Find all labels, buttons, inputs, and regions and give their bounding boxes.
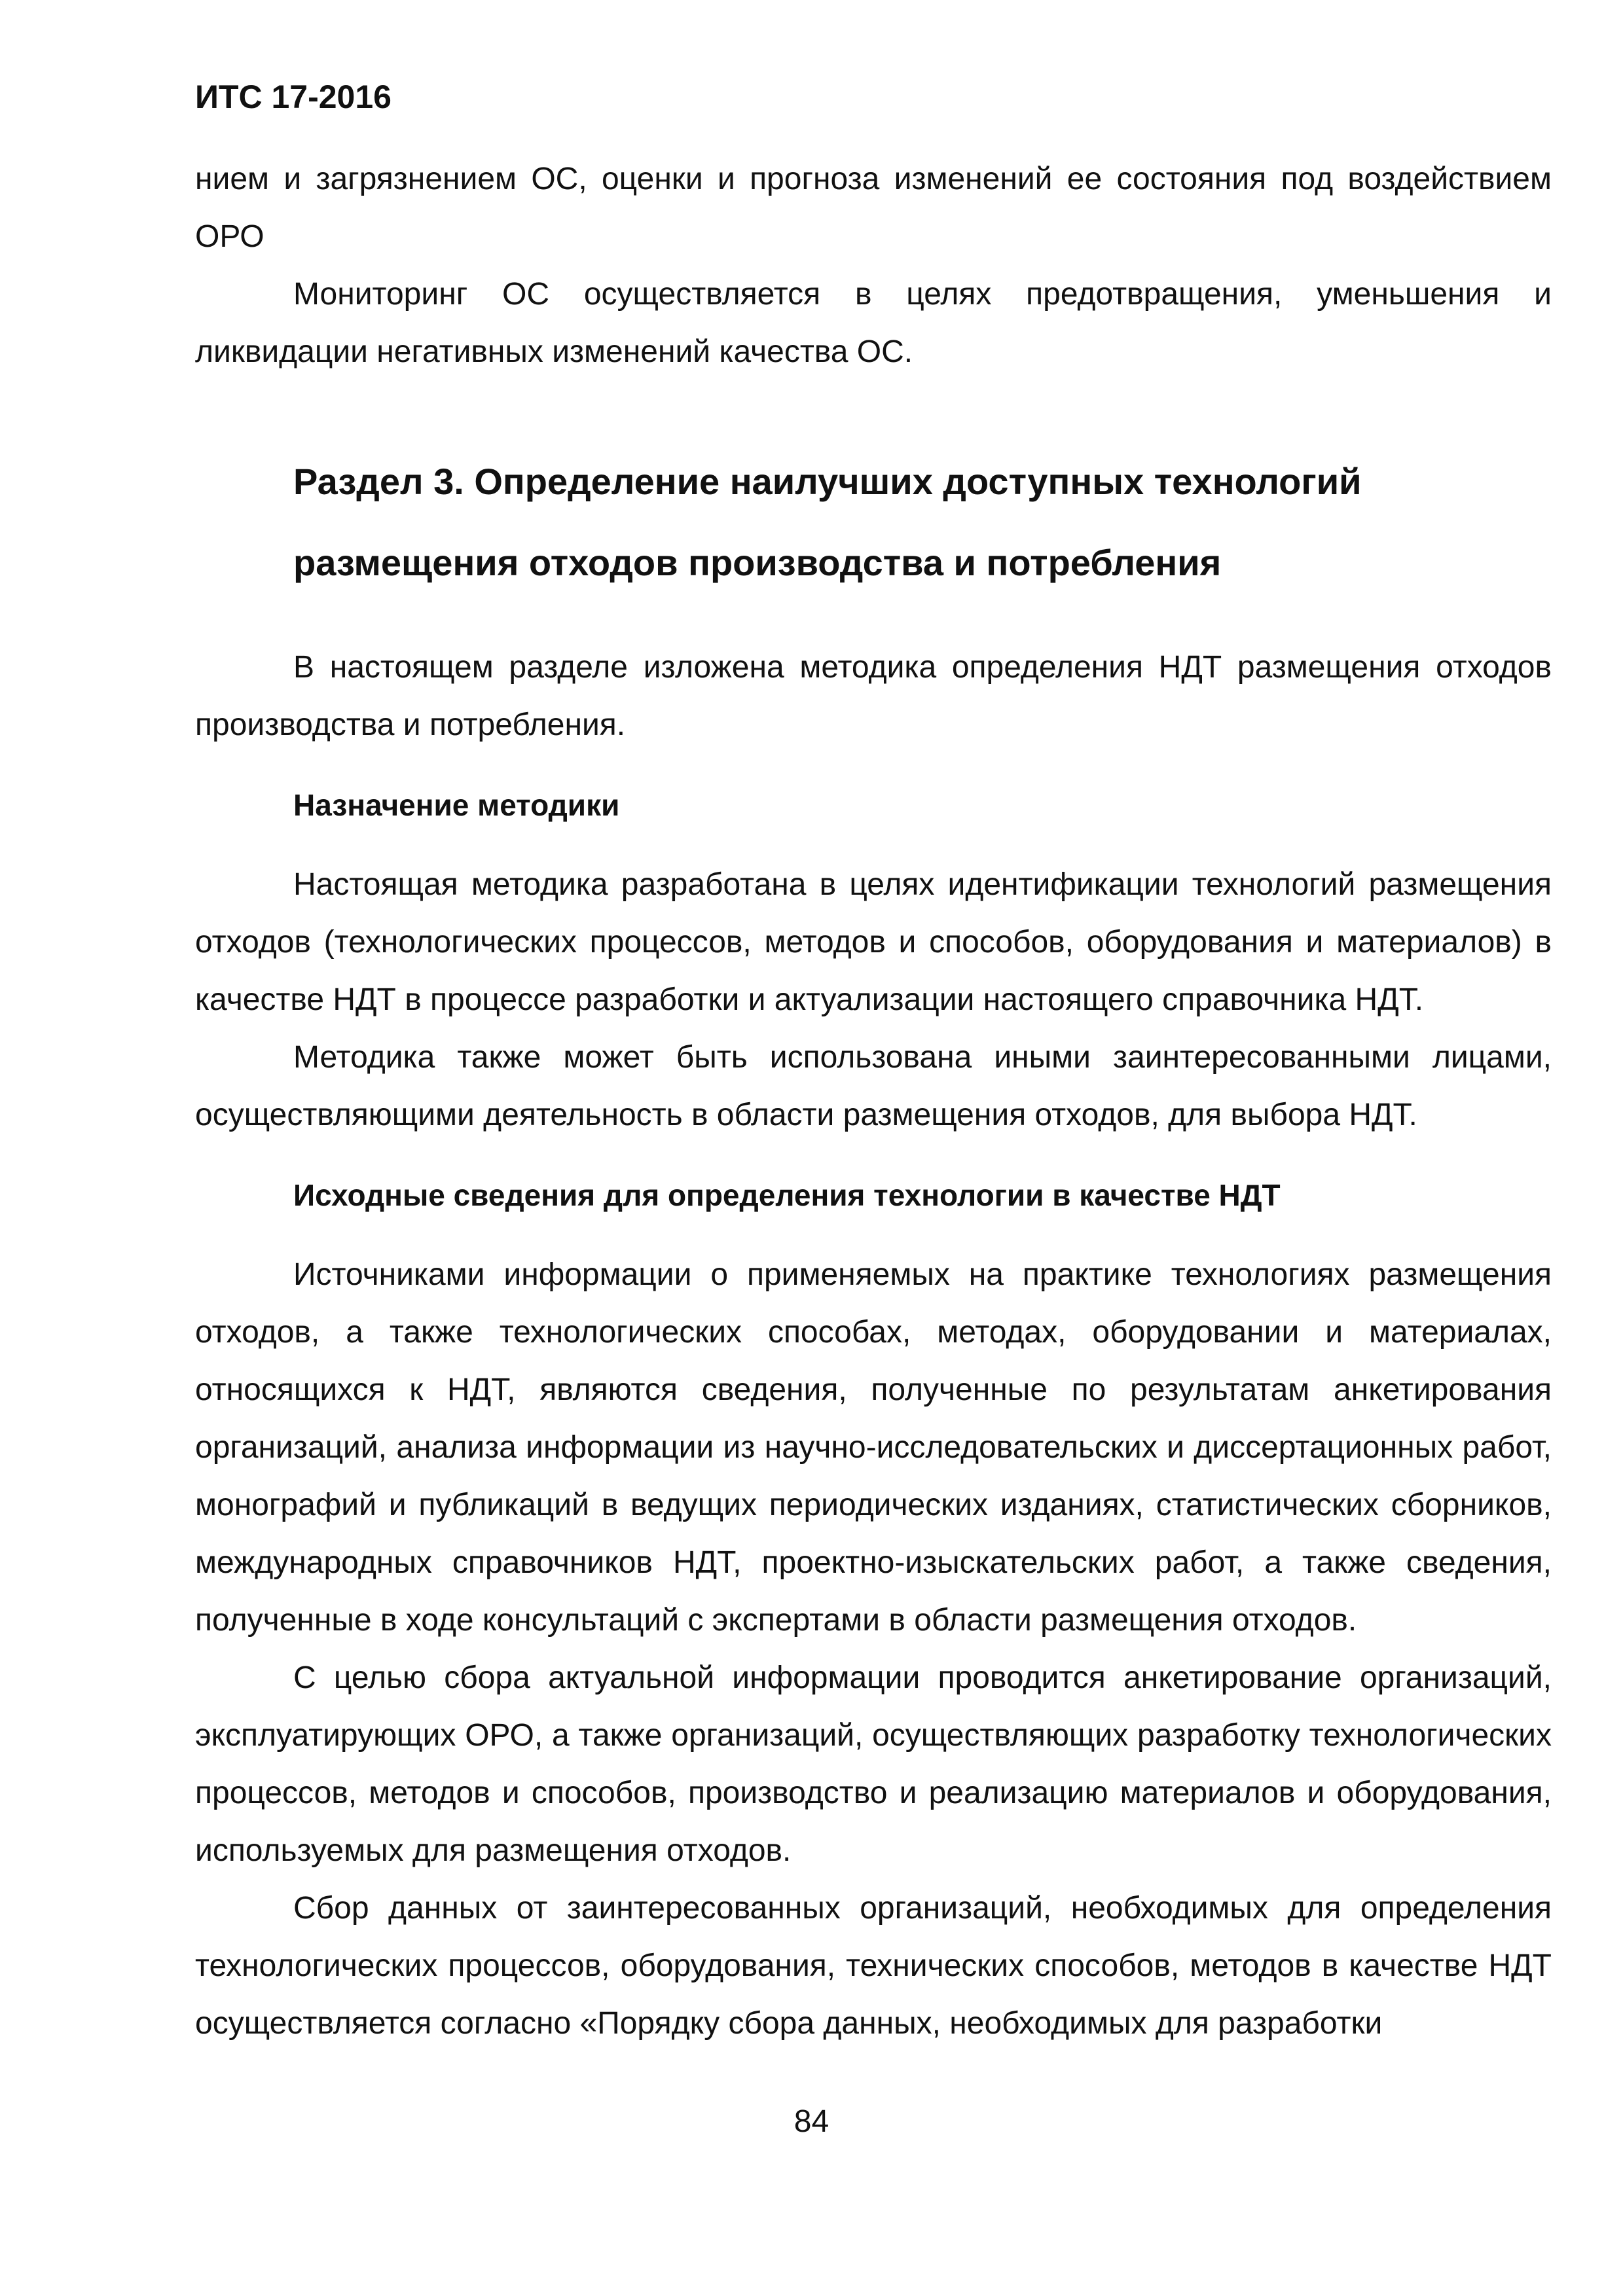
paragraph-continuation: нием и загрязнением ОС, оценки и прогноза изменений ее состояния под воздействием ОРО: [195, 162, 1552, 254]
paragraph-data-collection: Сбор данных от заинтересованных организаций, необходимых для определения технологических процессов, оборудования, технических способов, методов в качестве НДТ осуществляется согласно «Порядку сбора данных, необходимых для разработки: [195, 1891, 1552, 2041]
subheading-purpose: Назначение методики: [293, 788, 620, 822]
page-number: 84: [793, 2104, 830, 2139]
page-body: [195, 151, 1552, 2053]
paragraph-other-users: Методика также может быть использована иными заинтересованными лицами, осуществляющими деятельность в области размещения отходов, для выбора НДТ.: [195, 1040, 1552, 1132]
document-code-header: ИТС 17-2016: [195, 79, 392, 115]
section-title: Раздел 3. Определение наилучших доступных технологий размещения отходов производства и потребления: [293, 461, 1362, 583]
paragraph-purpose: Настоящая методика разработана в целях идентификации технологий размещения отходов (технологических процессов, методов и способов, оборудования и материалов) в качестве НДТ в процессе разработки и актуализации настоящего справочника НДТ.: [195, 867, 1552, 1017]
paragraph-section-intro: В настоящем разделе изложена методика определения НДТ размещения отходов производства и потребления.: [195, 650, 1552, 742]
paragraph-questionnaire: С целью сбора актуальной информации проводится анкетирование организаций, эксплуатирующих ОРО, а также организаций, осуществляющих разработку технологических процессов, методов и способов, производство и реализацию материалов и оборудования, используемых для размещения отходов.: [195, 1660, 1552, 1868]
paragraph-information-sources: Источниками информации о применяемых на практике технологиях размещения отходов, а также технологических способах, методах, оборудовании и материалах, относящихся к НДТ, являются сведения, полученные по результатам анкетирования организаций, анализа информации из научно-исследовательских и диссертационных работ, монографий и публикаций в ведущих периодических изданиях, статистических сборников, международных справочников НДТ, проектно-изыскательских работ, а также сведения, полученные в ходе консультаций с экспертами в области размещения отходов.: [195, 1257, 1552, 1638]
paragraph-monitoring: Мониторинг ОС осуществляется в целях предотвращения, уменьшения и ликвидации негативных изменений качества ОС.: [195, 277, 1552, 369]
subheading-source-data: Исходные сведения для определения технологии в качестве НДТ: [293, 1178, 1281, 1212]
